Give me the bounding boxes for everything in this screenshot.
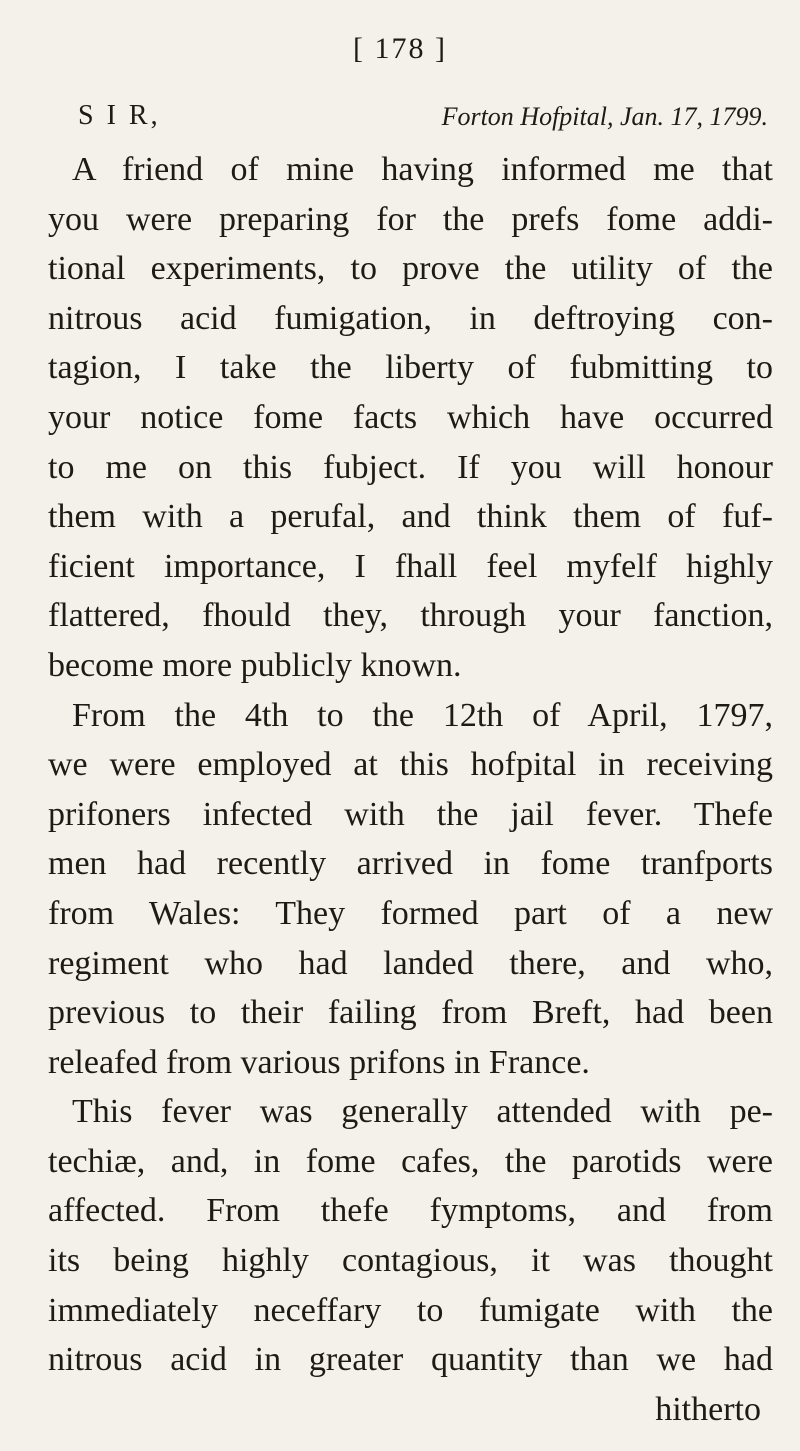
text-line: to me on this fubject. If you will honour xyxy=(48,448,773,486)
text-line: This fever was generally attended with pe- xyxy=(72,1093,773,1131)
text-line: From the 4th to the 12th of April, 1797, xyxy=(72,696,773,734)
letter-body xyxy=(48,145,773,1434)
text-line: flattered, fhould they, through your fanction, xyxy=(48,597,773,635)
text-line: its being highly contagious, it was thought xyxy=(48,1242,773,1280)
text-line: your notice fome facts which have occurred xyxy=(48,398,773,436)
text-line: affected. From thefe fymptoms, and from xyxy=(48,1192,773,1230)
text-line: releafed from various prifons in France. xyxy=(48,1043,590,1081)
page-number: [ 178 ] xyxy=(353,32,447,65)
catchword: hitherto xyxy=(655,1390,761,1428)
text-line: tional experiments, to prove the utility of the xyxy=(48,250,773,288)
salutation: S I R, xyxy=(78,100,161,131)
text-line: you were preparing for the prefs fome addi- xyxy=(48,200,773,238)
text-line: regiment who had landed there, and who, xyxy=(48,944,773,982)
text-line: become more publicly known. xyxy=(48,646,462,684)
text-line: immediately neceffary to fumigate with the xyxy=(48,1291,773,1329)
dateline: Forton Hofpital, Jan. 17, 1799. xyxy=(441,102,768,131)
text-line: prifoners infected with the jail fever. Thefe xyxy=(48,795,773,833)
text-line: nitrous acid in greater quantity than we had xyxy=(48,1341,773,1379)
text-line: them with a perufal, and think them of fuf- xyxy=(48,498,773,536)
text-line: men had recently arrived in fome tranfports xyxy=(48,845,773,883)
text-line: from Wales: They formed part of a new xyxy=(48,894,773,932)
text-line: tagion, I take the liberty of fubmitting to xyxy=(48,349,773,387)
text-line: techiæ, and, in fome cafes, the parotids were xyxy=(48,1142,773,1180)
text-line: ficient importance, I fhall feel myfelf highly xyxy=(48,547,773,585)
letter-header xyxy=(78,100,768,140)
text-line: we were employed at this hofpital in receiving xyxy=(48,746,773,784)
text-line: previous to their failing from Breft, had been xyxy=(48,994,773,1032)
text-line: nitrous acid fumigation, in deftroying con- xyxy=(48,299,773,337)
text-line: A friend of mine having informed me that xyxy=(72,151,773,188)
